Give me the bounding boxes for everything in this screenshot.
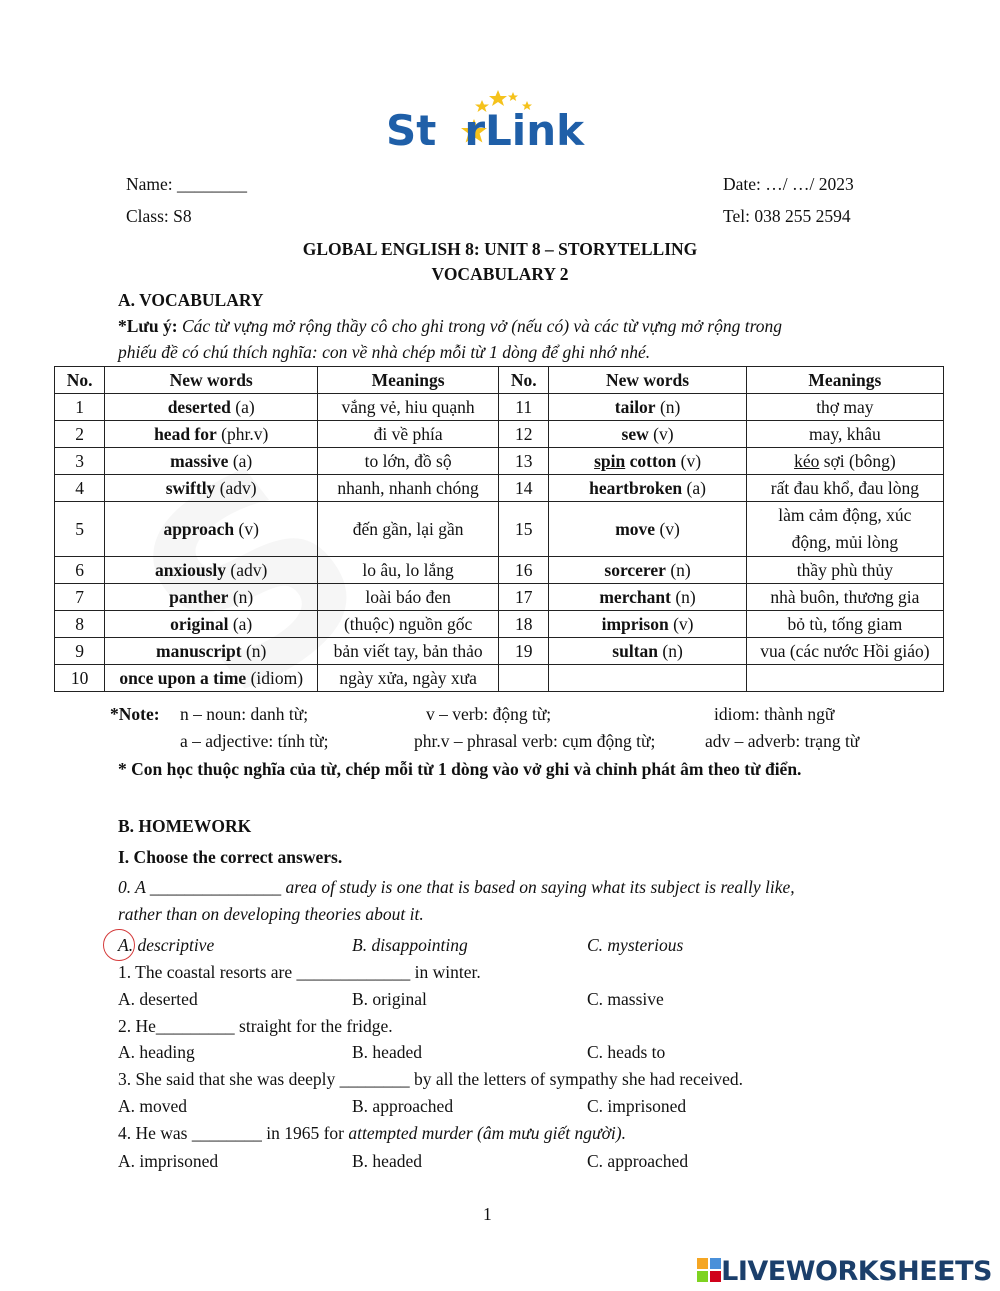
cell-meaning: đi về phía (318, 421, 499, 448)
cell-no: 17 (499, 584, 549, 611)
cell-meaning: kéo sợi (bông) (746, 448, 943, 475)
cell-word: sew (v) (549, 421, 746, 448)
cell-word: deserted (a) (105, 394, 318, 421)
cell-no: 19 (499, 638, 549, 665)
q3-option-b[interactable]: B. approached (352, 1096, 454, 1116)
cell-no: 9 (55, 638, 105, 665)
cell-no: 15 (499, 502, 549, 557)
cell-word: sorcerer (n) (549, 557, 746, 584)
cell-word: manuscript (n) (105, 638, 318, 665)
note-line-1: *Lưu ý: Các từ vựng mở rộng thầy cô cho ghi trong vở (nếu có) và các từ vựng mở rộng trong (118, 316, 782, 336)
cell-word: head for (phr.v) (105, 421, 318, 448)
tel-label: Tel: 038 255 2594 (723, 206, 851, 226)
cell-no: 14 (499, 475, 549, 502)
table-row (55, 394, 944, 421)
table-row (55, 557, 944, 584)
cell-no: 4 (55, 475, 105, 502)
cell-meaning: vắng vẻ, hiu quạnh (318, 394, 499, 421)
note-idiom: idiom: thành ngữ (714, 704, 835, 724)
q2-option-b[interactable]: B. headed (352, 1042, 422, 1062)
page-number: 1 (483, 1204, 492, 1224)
cell-word: approach (v) (105, 502, 318, 557)
table-row (55, 611, 944, 638)
cell-word: heartbroken (a) (549, 475, 746, 502)
note-verb: v – verb: động từ; (426, 704, 552, 724)
note-label: *Note: (110, 704, 160, 724)
liveworksheets-brand[interactable]: LIVEWORKSHEETS (721, 1256, 992, 1287)
starlink-logo (386, 88, 616, 158)
cell-meaning: đến gần, lại gần (318, 502, 499, 557)
section-b-heading: B. HOMEWORK (118, 816, 252, 836)
cell-meaning: lo âu, lo lắng (318, 557, 499, 584)
table-row (55, 665, 944, 692)
cell-meaning: rất đau khổ, đau lòng (746, 475, 943, 502)
header-new-words: New words (549, 367, 746, 394)
cell-word: merchant (n) (549, 584, 746, 611)
question-1: 1. The coastal resorts are _____________ in winter. (118, 962, 481, 982)
cell-no: 12 (499, 421, 549, 448)
cell-meaning: ngày xửa, ngày xưa (318, 665, 499, 692)
cell-meaning: nhanh, nhanh chóng (318, 475, 499, 502)
q0-option-b[interactable]: B. disappointing (352, 935, 468, 955)
cell-no: 18 (499, 611, 549, 638)
q4-option-c[interactable]: C. approached (587, 1151, 689, 1171)
q0-option-c[interactable]: C. mysterious (587, 935, 684, 955)
cell-no: 1 (55, 394, 105, 421)
cell-no: 13 (499, 448, 549, 475)
cell-no: 5 (55, 502, 105, 557)
q0-option-a[interactable]: A. descriptive (118, 935, 215, 955)
date-field: Date: …/ …/ 2023 (723, 174, 854, 194)
page-title: GLOBAL ENGLISH 8: UNIT 8 – STORYTELLING (302, 239, 698, 259)
q3-option-c[interactable]: C. imprisoned (587, 1096, 687, 1116)
table-row (55, 638, 944, 665)
section-a-heading: A. VOCABULARY (118, 290, 264, 310)
q2-option-a[interactable]: A. heading (118, 1042, 195, 1062)
cell-meaning: bản viết tay, bản thảo (318, 638, 499, 665)
header-meanings: Meanings (318, 367, 499, 394)
cell-word: imprison (v) (549, 611, 746, 638)
page-subtitle: VOCABULARY 2 (431, 264, 569, 284)
q2-option-c[interactable]: C. heads to (587, 1042, 666, 1062)
cell-word: anxiously (adv) (105, 557, 318, 584)
cell-no: 7 (55, 584, 105, 611)
table-row (55, 448, 944, 475)
header-no: No. (55, 367, 105, 394)
note-line-2: phiếu đề có chú thích nghĩa: con về nhà chép mỗi từ 1 dòng để ghi nhớ nhé. (118, 342, 651, 362)
cell-word: tailor (n) (549, 394, 746, 421)
cell-meaning: (thuộc) nguồn gốc (318, 611, 499, 638)
cell-meaning: may, khâu (746, 421, 943, 448)
question-4: 4. He was ________ in 1965 for attempted murder (âm mưu giết người). (118, 1123, 626, 1143)
note-phrasal-verb: phr.v – phrasal verb: cụm động từ; (414, 731, 656, 751)
cell-word (549, 665, 746, 692)
cell-no: 8 (55, 611, 105, 638)
table-row (55, 421, 944, 448)
cell-meaning: thầy phù thủy (746, 557, 943, 584)
study-instruction: * Con học thuộc nghĩa của từ, chép mỗi từ 1 dòng vào vở ghi và chỉnh phát âm theo từ điển. (118, 759, 802, 779)
class-label: Class: S8 (126, 206, 192, 226)
note-noun: n – noun: danh từ; (180, 704, 309, 724)
cell-no: 16 (499, 557, 549, 584)
cell-meaning: loài báo đen (318, 584, 499, 611)
name-field[interactable]: Name: ________ (126, 174, 248, 194)
header-new-words: New words (105, 367, 318, 394)
q1-option-a[interactable]: A. deserted (118, 989, 198, 1009)
question-3: 3. She said that she was deeply ________ by all the letters of sympathy she had received. (118, 1069, 743, 1089)
cell-word: panther (n) (105, 584, 318, 611)
cell-meaning: to lớn, đồ sộ (318, 448, 499, 475)
q4-option-a[interactable]: A. imprisoned (118, 1151, 219, 1171)
cell-meaning (746, 665, 943, 692)
cell-word: move (v) (549, 502, 746, 557)
cell-word: swiftly (adv) (105, 475, 318, 502)
cell-word: original (a) (105, 611, 318, 638)
cell-no: 2 (55, 421, 105, 448)
header-no: No. (499, 367, 549, 394)
note-adjective: a – adjective: tính từ; (180, 731, 329, 751)
question-0-line-2: rather than on developing theories about it. (118, 904, 424, 924)
liveworksheets-logo-icon (697, 1258, 721, 1282)
table-row (55, 584, 944, 611)
cell-word: sultan (n) (549, 638, 746, 665)
header-meanings: Meanings (746, 367, 943, 394)
part-1-heading: I. Choose the correct answers. (118, 847, 343, 867)
cell-no: 10 (55, 665, 105, 692)
note-adverb: adv – adverb: trạng từ (705, 731, 860, 751)
q1-option-b[interactable]: B. original (352, 989, 427, 1009)
q3-option-a[interactable]: A. moved (118, 1096, 188, 1116)
question-2: 2. He_________ straight for the fridge. (118, 1016, 393, 1036)
table-row (55, 502, 944, 557)
table-header-row (55, 367, 944, 394)
cell-no (499, 665, 549, 692)
cell-word: once upon a time (idiom) (105, 665, 318, 692)
cell-word: spin cotton (v) (549, 448, 746, 475)
cell-no: 3 (55, 448, 105, 475)
vocabulary-table (54, 366, 944, 692)
cell-no: 6 (55, 557, 105, 584)
cell-meaning: thợ may (746, 394, 943, 421)
cell-meaning: nhà buôn, thương gia (746, 584, 943, 611)
cell-meaning: làm cảm động, xúc động, mủi lòng (746, 502, 943, 557)
cell-no: 11 (499, 394, 549, 421)
q4-option-b[interactable]: B. headed (352, 1151, 422, 1171)
q1-option-c[interactable]: C. massive (587, 989, 664, 1009)
cell-meaning: vua (các nước Hồi giáo) (746, 638, 943, 665)
question-0-line-1: 0. A _______________ area of study is one that is based on saying what its subject is really like, (118, 877, 795, 897)
cell-word: massive (a) (105, 448, 318, 475)
logo-text: St rLink (386, 106, 585, 155)
table-row (55, 475, 944, 502)
cell-meaning: bỏ tù, tống giam (746, 611, 943, 638)
